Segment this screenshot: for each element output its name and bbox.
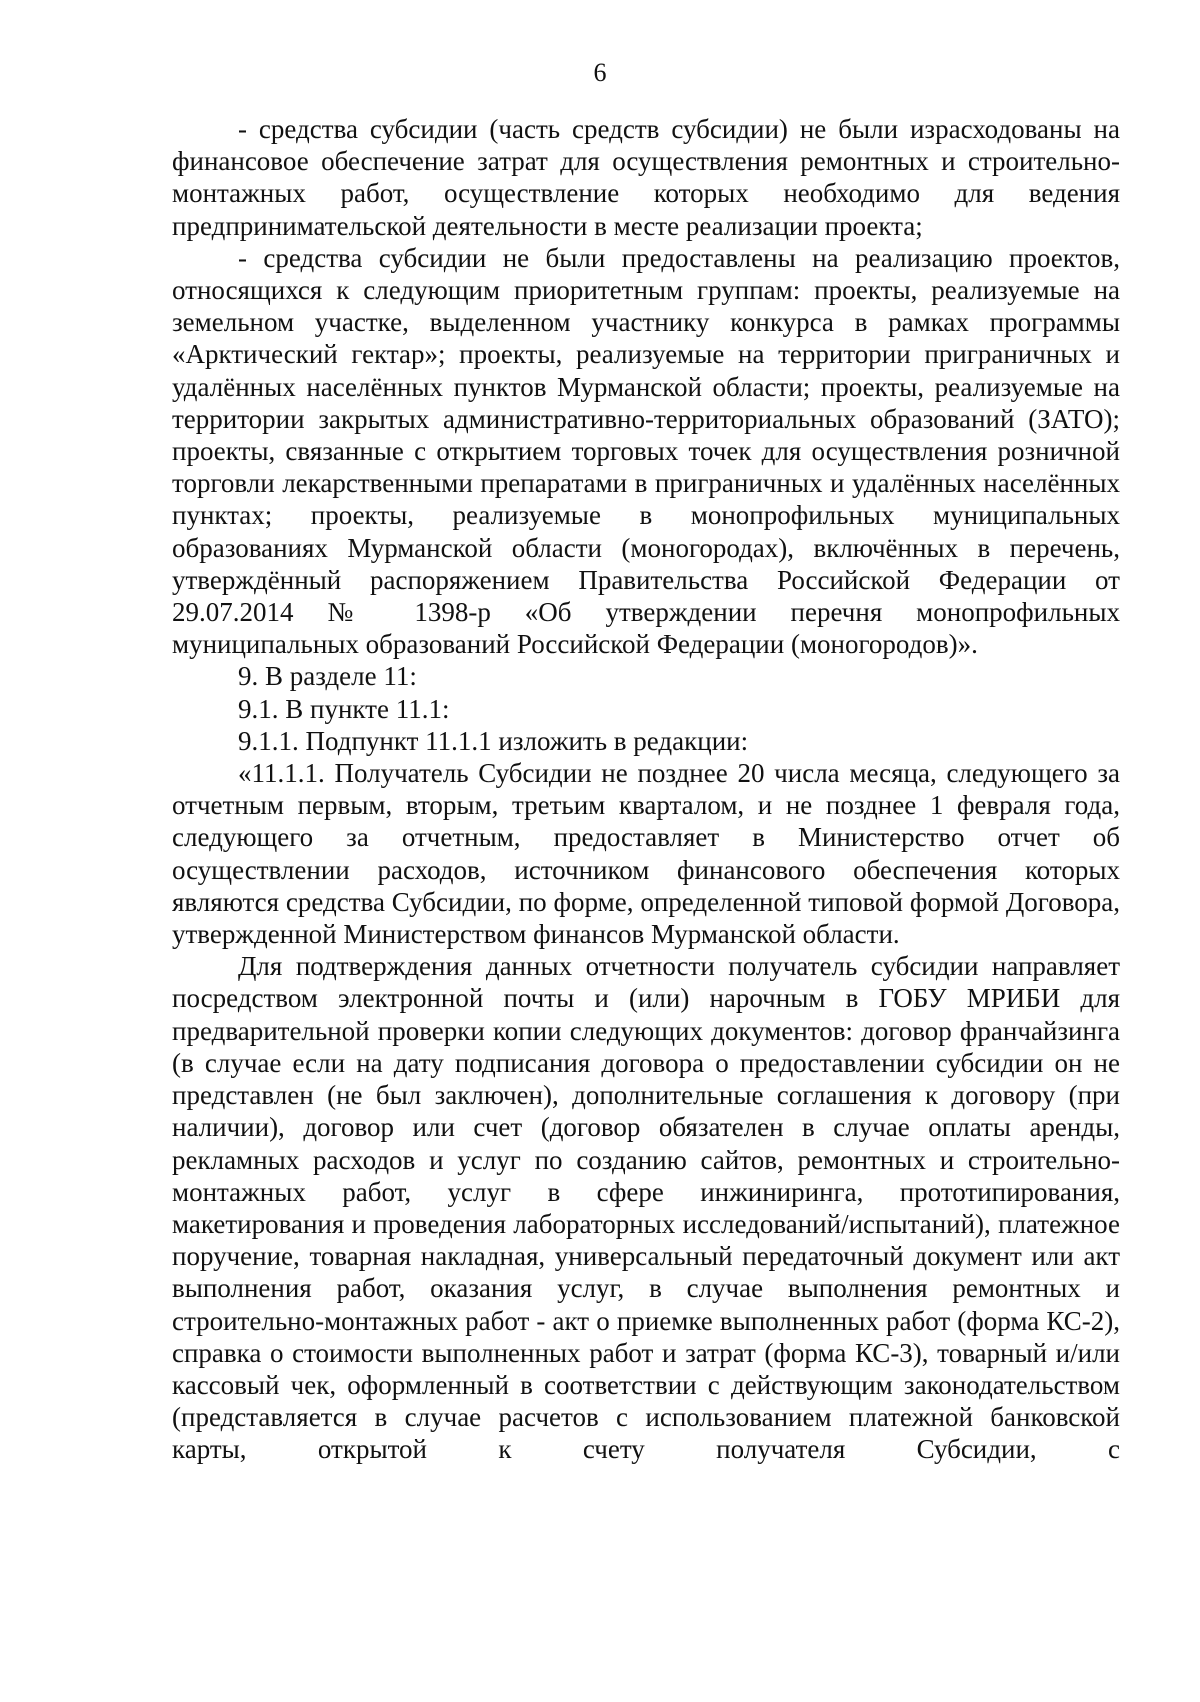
paragraph-report-requirements: «11.1.1. Получатель Субсидии не позднее 20 числа месяца, следующего за отчетным первым, вторым, третьим кварталом, и не позднее 1 февраля года, следующего за отчетным, предоставляет в Министерство отчет об осуществлении расходов, источником финансового обеспечения которых являются средства Субсидии, по форме, определенной типовой формой Договора, утвержденной Министерством финансов Мурманской области.	[172, 758, 1120, 950]
paragraph-confirmation-documents: Для подтверждения данных отчетности получатель субсидии направляет посредством электронной почты и (или) нарочным в ГОБУ МРИБИ для предварительной проверки копии следующих документов: договор франчайзинга (в случае если на дату подписания договора о предоставлении субсидии он не представлен (не был заключен), дополнительные соглашения к договору (при наличии), договор или счет (договор обязателен в случае оплаты аренды, рекламных расходов и услуг по созданию сайтов, ремонтных и строительно-монтажных работ, услуг в сфере инжиниринга, прототипирования, макетирования и проведения лабораторных исследований/испытаний), платежное поручение, товарная накладная, универсальный передаточный документ или акт выполнения работ, оказания услуг, в случае выполнения ремонтных и строительно-монтажных работ - акт о приемке выполненных работ (форма КС-2), справка о стоимости выполненных работ и затрат (форма КС-3), товарный и/или кассовый чек, оформленный в соответствии с действующим законодательством (представляется в случае расчетов с использованием платежной банковской карты, открытой к счету получателя Субсидии, с	[172, 951, 1120, 1465]
paragraph-priority-groups: - средства субсидии не были предоставлены на реализацию проектов, относящихся к следующим приоритетным группам: проекты, реализуемые на земельном участке, выделенном участнику конкурса в рамках программы «Арктический гектар»; проекты, реализуемые на территории приграничных и удалённых населённых пунктов Мурманской области; проекты, реализуемые на территории закрытых административно-территориальных образований (ЗАТО); проекты, связанные с открытием торговых точек для осуществления розничной торговли лекарственными препаратами в приграничных и удалённых населённых пунктах; проекты, реализуемые в монопрофильных муниципальных образованиях Мурманской области (моногородах), включённых в перечень, утверждённый распоряжением Правительства Российской Федерации от 29.07.2014 № 1398-р «Об утверждении перечня монопрофильных муниципальных образований Российской Федерации (моногородов)».	[172, 242, 1120, 660]
paragraph-subsidy-repair-works: - средства субсидии (часть средств субсидии) не были израсходованы на финансовое обеспечение затрат для осуществления ремонтных и строительно-монтажных работ, осуществление которых необходимо для ведения предпринимательской деятельности в месте реализации проекта;	[172, 114, 1120, 241]
paragraph-point-11-1: 9.1. В пункте 11.1:	[238, 693, 450, 724]
document-body	[172, 113, 1120, 1466]
paragraph-section-11: 9. В разделе 11:	[238, 661, 417, 692]
paragraph-subpoint-11-1-1: 9.1.1. Подпункт 11.1.1 изложить в редакции:	[238, 725, 749, 756]
page-number: 6	[593, 58, 607, 87]
